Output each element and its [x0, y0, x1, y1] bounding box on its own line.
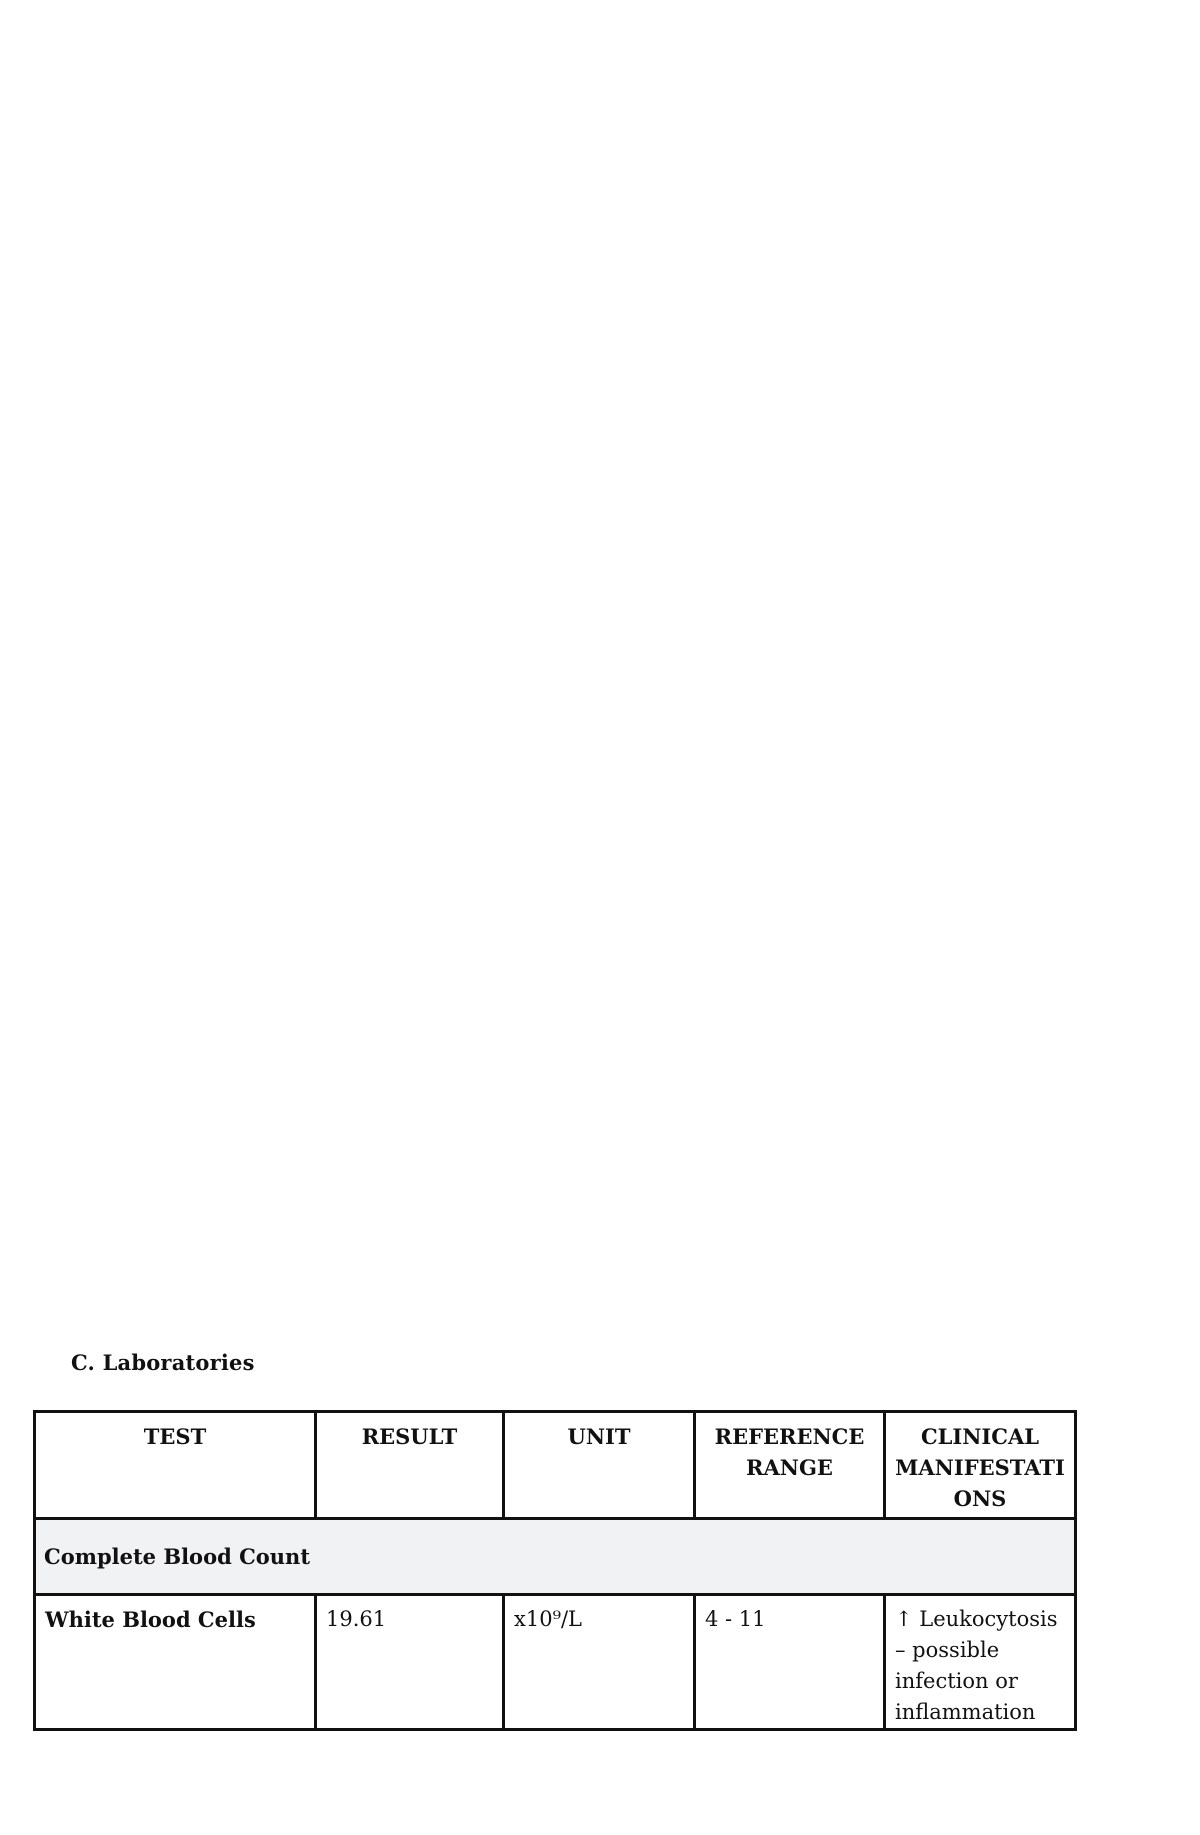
table-group-row	[35, 1519, 1076, 1595]
laboratory-table	[33, 1410, 1077, 1731]
header-result: RESULT	[316, 1412, 504, 1519]
cell-clinical-manifestation: ↑ Leukocytosis – possible infection or inflammation	[885, 1595, 1076, 1730]
cell-unit: x10⁹/L	[504, 1595, 695, 1730]
cell-reference-range: 4 - 11	[695, 1595, 885, 1730]
group-label: Complete Blood Count	[35, 1519, 1076, 1595]
section-heading: C. Laboratories	[71, 1350, 255, 1375]
table-row	[35, 1595, 1076, 1730]
cell-test: White Blood Cells	[35, 1595, 316, 1730]
header-clinical-manifestations: CLINICAL MANIFESTATI ONS	[885, 1412, 1076, 1519]
header-unit: UNIT	[504, 1412, 695, 1519]
cell-result: 19.61	[316, 1595, 504, 1730]
header-test: TEST	[35, 1412, 316, 1519]
header-reference-range: REFERENCE RANGE	[695, 1412, 885, 1519]
table-header-row	[35, 1412, 1076, 1519]
